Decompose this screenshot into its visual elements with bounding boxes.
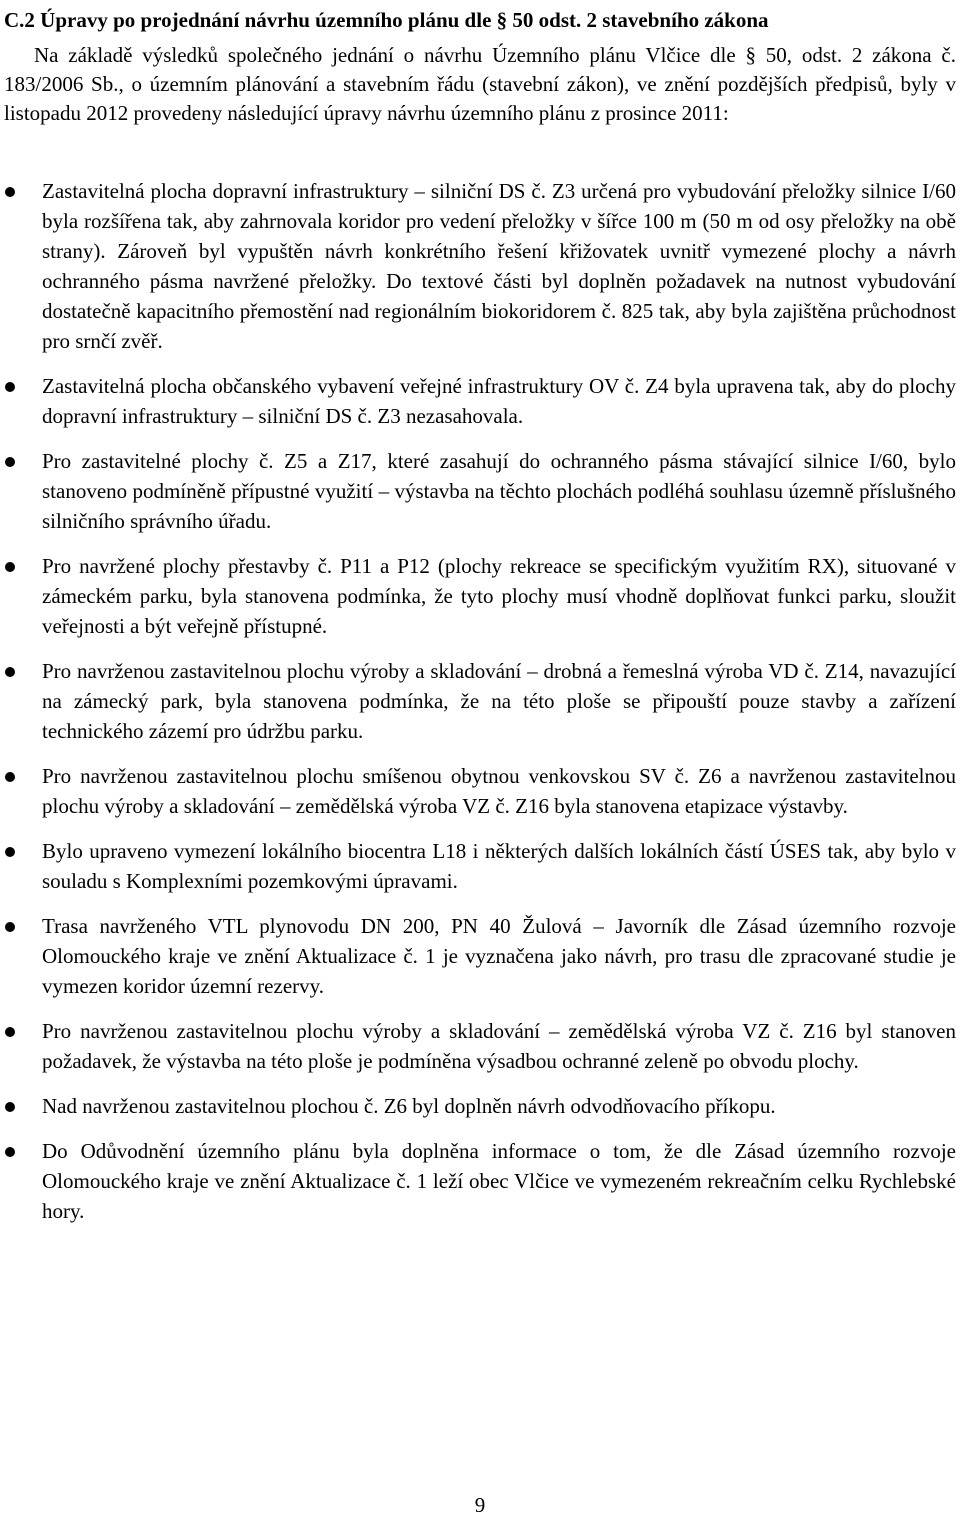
- list-item-text: Pro zastavitelné plochy č. Z5 a Z17, které zasahují do ochranného pásma stávající silnice I/60, bylo stanoveno podmíněně přípustné využití – výstavba na těchto plochách podléhá souhlasu územně příslušného silničního správního úřadu.: [42, 449, 956, 533]
- list-item: [0, 551, 960, 641]
- bullet-icon: [5, 1147, 15, 1157]
- list-item: [0, 911, 960, 1001]
- bullet-icon: [5, 667, 15, 677]
- list-item-text: Bylo upraveno vymezení lokálního biocentra L18 i některých dalších lokálních částí ÚSES tak, aby bylo v souladu s Komplexními pozemkovými úpravami.: [42, 839, 956, 893]
- page-number: 9: [474, 1493, 486, 1517]
- bullet-icon: [5, 457, 15, 467]
- list-item-text: Pro navrženou zastavitelnou plochu výroby a skladování – zemědělská výroba VZ č. Z16 byl stanoven požadavek, že výstavba na této ploše je podmíněna výsadbou ochranné zeleně po obvodu plochy.: [42, 1019, 956, 1073]
- bullet-icon: [5, 922, 15, 932]
- list-item: [0, 1091, 960, 1121]
- list-item: [0, 836, 960, 896]
- list-item: [0, 1136, 960, 1226]
- bullet-icon: [5, 1027, 15, 1037]
- bullet-icon: [5, 562, 15, 572]
- bullet-icon: [5, 772, 15, 782]
- intro-paragraph: Na základě výsledků společného jednání o návrhu Územního plánu Vlčice dle § 50, odst. 2 zákona č. 183/2006 Sb., o územním plánování a stavebním řádu (stavební zákon), ve znění pozdějších předpisů, byly v listopadu 2012 provedeny následující úpravy návrhu územního plánu z prosince 2011:: [4, 43, 956, 125]
- list-item-text: Pro navrženou zastavitelnou plochu smíšenou obytnou venkovskou SV č. Z6 a navrženou zastavitelnou plochu výroby a skladování – zemědělská výroba VZ č. Z16 byla stanovena etapizace výstavby.: [42, 764, 956, 818]
- list-item: [0, 656, 960, 746]
- list-item: [0, 371, 960, 431]
- bullet-list: [0, 176, 960, 1241]
- section-heading: C.2 Úpravy po projednání návrhu územního plánu dle § 50 odst. 2 stavebního zákona: [4, 8, 769, 32]
- list-item-text: Trasa navrženého VTL plynovodu DN 200, PN 40 Žulová – Javorník dle Zásad územního rozvoje Olomouckého kraje ve znění Aktualizace č. 1 je vyznačena jako návrh, pro trasu dle zpracované studie je vymezen koridor územní rezervy.: [42, 914, 956, 998]
- list-item: [0, 761, 960, 821]
- list-item: [0, 176, 960, 356]
- bullet-icon: [5, 1102, 15, 1112]
- list-item-text: Pro navržené plochy přestavby č. P11 a P12 (plochy rekreace se specifickým využitím RX), situované v zámeckém parku, byla stanovena podmínka, že tyto plochy musí vhodně doplňovat funkci parku, sloužit veřejnosti a být veřejně přístupné.: [42, 554, 956, 638]
- bullet-icon: [5, 382, 15, 392]
- list-item-text: Zastavitelná plocha dopravní infrastruktury – silniční DS č. Z3 určená pro vybudování přeložky silnice I/60 byla rozšířena tak, aby zahrnovala koridor pro vedení přeložky v šířce 100 m (50 m od osy přeložky na obě strany). Zároveň byl vypuštěn návrh konkrétního řešení křižovatek uvnitř vymezené plochy a návrh ochranného pásma navržené přeložky. Do textové části byl doplněn požadavek na nutnost vybudování dostatečně kapacitního přemostění nad regionálním biokoridorem č. 825 tak, aby byla zajištěna průchodnost pro srnčí zvěř.: [42, 179, 956, 353]
- list-item-text: Do Odůvodnění územního plánu byla doplněna informace o tom, že dle Zásad územního rozvoje Olomouckého kraje ve znění Aktualizace č. 1 leží obec Vlčice ve vymezeném rekreačním celku Rychlebské hory.: [42, 1139, 956, 1223]
- bullet-icon: [5, 187, 15, 197]
- list-item-text: Nad navrženou zastavitelnou plochou č. Z6 byl doplněn návrh odvodňovacího příkopu.: [42, 1094, 776, 1118]
- list-item: [0, 446, 960, 536]
- bullet-icon: [5, 847, 15, 857]
- list-item: [0, 1016, 960, 1076]
- list-item-text: Zastavitelná plocha občanského vybavení veřejné infrastruktury OV č. Z4 byla upravena tak, aby do plochy dopravní infrastruktury – silniční DS č. Z3 nezasahovala.: [42, 374, 956, 428]
- list-item-text: Pro navrženou zastavitelnou plochu výroby a skladování – drobná a řemeslná výroba VD č. Z14, navazující na zámecký park, byla stanovena podmínka, že na této ploše se připouští pouze stavby a zařízení technického zázemí pro údržbu parku.: [42, 659, 956, 743]
